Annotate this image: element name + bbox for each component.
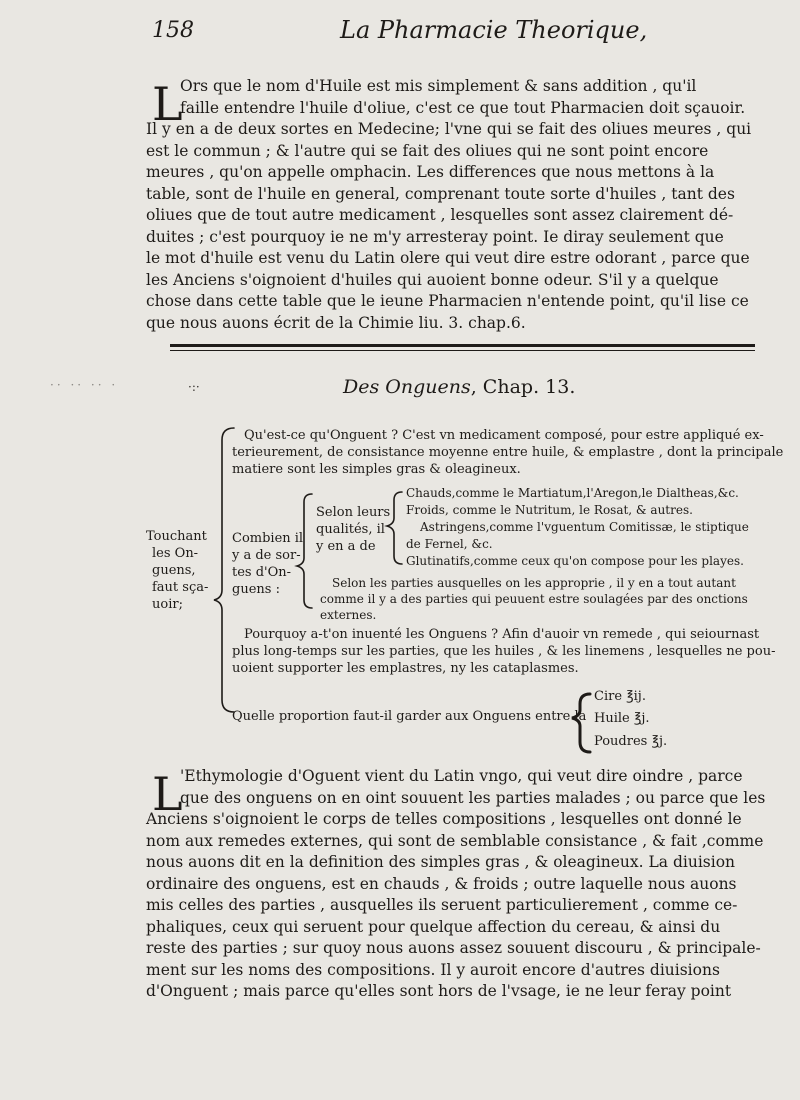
paragraph-line: faille entendre l'huile d'oliue, c'est ce que tout Pharmacien doit sçauoir. [180,98,746,117]
paragraph-line: reste des parties ; sur quoy nous auons assez souuent discouru , & principale- [146,939,761,957]
paragraph-line: est le commun ; & l'autre qui se fait des oliues qui ne sont point encore [146,141,709,160]
bleed-through-ornament: ·· ·· ·· · [50,378,119,392]
paragraph-line: ment sur les noms des compositions. Il y auroit encore d'autres diuisions [146,960,720,979]
drop-cap-initial: L [152,767,183,821]
paragraph-line: table, sont de l'huile en general, comprenant toute sorte d'huiles , tant des [146,184,735,203]
paragraph-line: que nous auons écrit de la Chimie liu. 3. chap.6. [146,313,526,332]
paragraph-line: oliues que de tout autre medicament , lesquelles sont assez clairement dé- [146,206,734,224]
chapter-number: , Chap. 13. [470,376,576,398]
etymology-paragraph [146,766,774,1003]
page-number: 158 [152,18,194,43]
drop-cap-initial: L [152,77,183,131]
book-page: 158 La Pharmacie Theorique, L Ors que le nom d'Huile est mis simplement & sans addition , qu'il faille entendre l'huile d'oliue, c'est ce que tout Pharmacien doit sçauoir. Il y en a de deux sortes en Medecine; l'vne qui se fait des oliues meures , qui est le commun ; & l'autre qui se fait des oliues qui ne sont point encore meures , qu'on appelle omphacin. Les differences que nous mettons à la table, sont de l'huile en general, comprenant toute sorte d'huiles , tant des oliues que de tout autre medicament , lesquelles sont assez clairement dé- duites ; c'est pourquoy ie ne m'y arresteray point. Ie diray seulement que le mot d'huile est venu du Latin olere qui veut dire estre odorant , parce que les Anciens s'oignoient d'huiles qui auoient bonne odeur. S'il y a quelque chose dans cette table que le ieune Pharmacien n'entende point, qu'il lise ce que nous auons écrit de la Chimie liu. 3. chap.6. ·· ·· ·· · ·:· Des Onguens, Chap. 13. Touchant les On- guens, faut sça- uoir; Qu'est-ce qu'Onguent ? C'est vn medicament composé, pour estre appliqué ex- terieurement, de consistance moyenne entre huile, & emplastre , dont la principale matiere sont les simples gras & oleagineux. Combien il y a de sor- tes d'On- guens : Selon leurs qualités, il y en a de Chauds,comme le Martiatum,l'Aregon,le Dialtheas,&c. Froids, comme le Nutritum, le Rosat, & autres. Astringens,comme l'vguentum Comitissæ, le stiptique de Fernel, &c. Glutinatifs,comme ceux qu'on compose pour les playes. Selon les parties ausquelles on les approprie , il y en a tout autant comme il y a des parties qui peuuent estre soulagées par des onctions externes. Pourquoy a-t'on inuenté les Onguens ? Afin d'auoir vn remede , qui seiournast plus long-temps sur les parties, que les huiles , & les linemens , lesquelles ne pou- uoient supporter les emplastres, ny les cataplasmes. Quelle proportion faut-il garder aux Onguens entre la Cire ℥ij. Huile ℥j. Poudres ℥j. L 'Ethymologie d'Oguent vient du Latin vngo, qui veut dire oindre , parce que des onguens on en oint souuent les parties malades ; ou parce que les Anciens s'oignoient le corps de telles compositions , lesquelles ont donné le nom aux remedes externes, qui sont de semblable consistance , & fait ,comme nous auons dit en la definition des simples gras , & oleagineux. La diuision ordinaire des onguens, est en chauds , & froids ; outre laquelle nous auons mis celles des parties , ausquelles ils seruent particulierement , comme ce- phaliques, ceux qui seruent pour quelque affection du cereau, & ainsi du reste des parties ; sur quoy nous auons assez souuent discouru , & principale- ment sur les noms des compositions. Il y auroit encore d'autres diuisions d'Onguent ; mais parce qu'elles sont hors de l'vsage, ie ne leur feray point [0,0,800,1100]
paragraph-line: nom aux remedes externes, qui sont de semblable consistance , & fait ,comme [146,831,764,850]
running-title: La Pharmacie Theorique, [340,16,648,44]
paragraph-line: Ors que le nom d'Huile est mis simplement & sans addition , qu'il [180,77,697,95]
proportion-question: Quelle proportion faut-il garder aux Onguens entre la [232,709,587,724]
paragraph-line: d'Onguent ; mais parce qu'elles sont hors de l'vsage, ie ne leur feray point [146,982,732,1000]
paragraph-line: duites ; c'est pourquoy ie ne m'y arresteray point. Ie diray seulement que [146,227,724,246]
paragraph-line: les Anciens s'oignoient d'huiles qui auoient bonne odeur. S'il y a quelque [146,270,719,289]
paragraph-line: meures , qu'on appelle omphacin. Les differences que nous mettons à la [146,163,715,181]
printer-ornament: ·:· [188,380,200,394]
paragraph-line: 'Ethymologie d'Oguent vient du Latin vngo, qui veut dire oindre , parce [180,767,743,785]
paragraph-line: mis celles des parties , ausquelles ils seruent particulierement , comme ce- [146,896,738,914]
paragraph-line: Anciens s'oignoient le corps de telles compositions , lesquelles ont donné le [146,810,742,828]
chapter-title: Des Onguens [343,376,471,398]
paragraph-line: le mot d'huile est venu du Latin olere qui veut dire estre odorant , parce que [146,249,750,267]
paragraph-line: nous auons dit en la definition des simples gras , & oleagineux. La diuision [146,853,736,871]
paragraph-line: chose dans cette table que le ieune Pharmacien n'entende point, qu'il lise ce [146,292,749,310]
paragraph-line: que des onguens on en oint souuent les parties malades ; ou parce que les [180,788,766,807]
root-brace [214,428,234,712]
paragraph-line: Il y en a de deux sortes en Medecine; l'vne qui se fait des oliues meures , qui [146,120,752,138]
paragraph-line: phaliques, ceux qui seruent pour quelque affection du cereau, & ainsi du [146,917,721,936]
qualities-brace [387,492,402,564]
paragraph-line: ordinaire des onguens, est en chauds , & froids ; outre laquelle nous auons [146,874,737,893]
